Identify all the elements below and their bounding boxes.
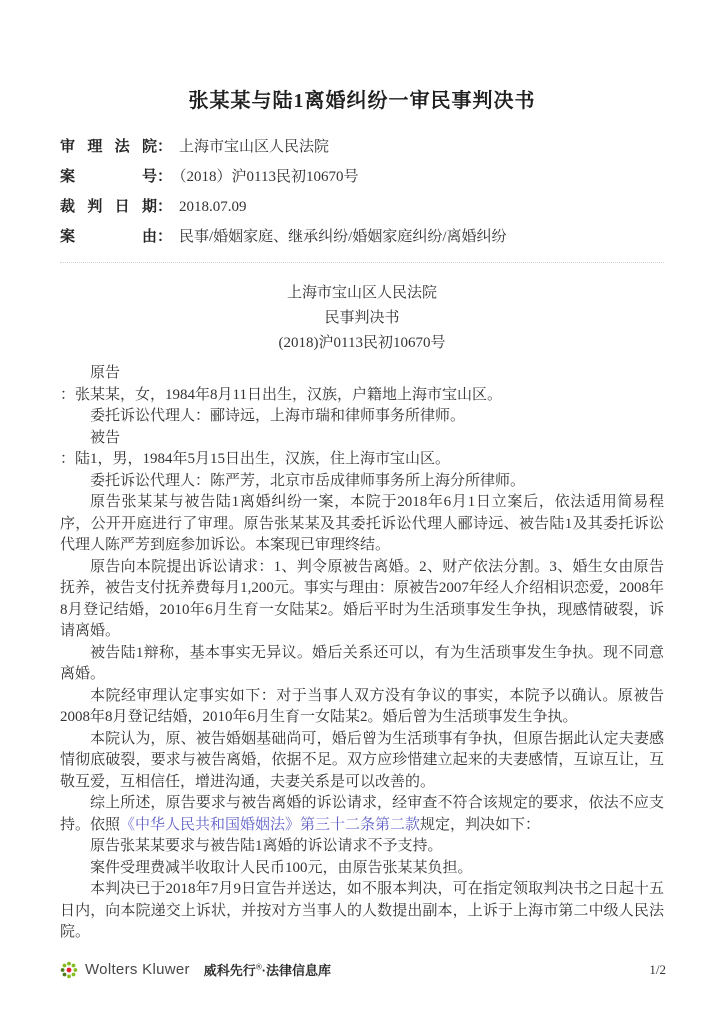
page-title: 张某某与陆1离婚纠纷一审民事判决书	[188, 90, 536, 112]
product-name-label	[204, 960, 331, 979]
meta-colon: ：	[157, 199, 173, 215]
ruling-basis-text-after: 规定，判决如下：	[420, 816, 541, 833]
footer-bar	[60, 960, 666, 979]
meta-colon: ：	[157, 139, 173, 155]
meta-value-cause-of-action: 民事/婚姻家庭、继承纠纷/婚姻家庭纠纷/离婚纠纷	[179, 229, 507, 245]
court-opinion-paragraph: 本院认为，原、被告婚姻基础尚可，婚后曾为生活琐事有争执，但原告据此认定夫妻感情彻底破裂，要求与被告离婚，依据不足。双方应珍惜建立起来的夫妻感情，互谅互让，互敬互爱，互相信任，增进沟通，夫妻关系是可以改善的。	[60, 730, 664, 790]
dotted-divider	[60, 262, 664, 263]
meta-colon: ：	[157, 229, 173, 245]
header-case-number: (2018)沪0113民初10670号	[278, 335, 446, 351]
party-label-defendant: 被告	[90, 429, 121, 446]
party-label-plaintiff: 原告	[90, 365, 121, 381]
header-doc-type: 民事判决书	[324, 310, 400, 326]
meta-value-judgment-date: 2018.07.09	[179, 199, 247, 215]
appeal-notice-paragraph: 本判决已于2018年7月9日宣告并送达，如不服本判决，可在指定领取判决书之日起十五日内，向本院递交上诉状，并按对方当事人的人数提出副本，上诉于上海市第二中级人民法院。	[60, 881, 664, 940]
judgment-body	[60, 363, 664, 944]
meta-label: 裁判日期	[60, 199, 157, 215]
meta-row-court	[60, 132, 664, 162]
meta-label: 案由	[60, 229, 157, 245]
plaintiff-info: ：张某某，女，1984年8月11日出生，汉族，户籍地上海市宝山区。	[60, 386, 502, 403]
case-filing-paragraph: 原告张某某与被告陆1离婚纠纷一案，本院于2018年6月1日立案后，依法适用简易程序，公开开庭进行了审理。原告张某某及其委托诉讼代理人郦诗远、被告陆1及其委托诉讼代理人陈严芳到庭参加诉讼。本案现已审理终结。	[60, 494, 664, 553]
meta-row-judgment-date	[60, 192, 664, 222]
defendant-info: ：陆1，男，1984年5月15日出生，汉族，住上海市宝山区。	[60, 451, 451, 467]
defendant-agent-info: 委托诉讼代理人：陈严芳，北京市岳成律师事务所上海分所律师。	[90, 472, 526, 489]
product-suffix: ·法律信息库	[261, 963, 332, 978]
defendant-defense-paragraph: 被告陆1辩称，基本事实无异议。婚后关系还可以，有为生活琐事发生争执。现不同意离婚。	[60, 644, 664, 682]
ruling-basis-paragraph	[60, 793, 664, 836]
meta-colon: ：	[157, 169, 173, 185]
product-name: 威科先行	[203, 963, 256, 978]
meta-label: 审理法院	[60, 139, 157, 155]
meta-value-case-number: （2018）沪0113民初10670号	[179, 169, 359, 185]
wolters-kluwer-wordmark: Wolters Kluwer	[85, 961, 190, 978]
case-meta-block	[60, 132, 664, 252]
registered-trademark-mark: ®	[255, 962, 262, 972]
page-number-indicator: 1/2	[649, 961, 666, 977]
ruling-basis-text-before: 综上所述，原告要求与被告离婚的诉讼请求，经审查不符合该规定的要求，依法不应支持。依照	[60, 795, 664, 833]
wolters-kluwer-logo-icon	[60, 961, 78, 979]
meta-label: 案号	[60, 169, 157, 185]
plaintiff-claims-paragraph: 原告向本院提出诉讼请求：1、判令原被告离婚。2、财产依法分割。3、婚生女由原告抚养，被告支付抚养费每月1,200元。事实与理由：原被告2007年经人介绍相识恋爱，2008年8月登记结婚，2010年6月生育一女陆某2。婚后平时为生活琐事发生争执，现感情破裂，诉请离婚。	[60, 558, 664, 639]
meta-row-case-number	[60, 162, 664, 192]
plaintiff-agent-info: 委托诉讼代理人：郦诗远，上海市瑞和律师事务所律师。	[90, 408, 466, 424]
document-header	[0, 281, 724, 356]
marriage-law-article-link[interactable]: 《中华人民共和国婚姻法》第三十二条第二款	[120, 816, 421, 833]
meta-row-cause-of-action	[60, 222, 664, 252]
court-fee-paragraph: 案件受理费减半收取计人民币100元，由原告张某某负担。	[90, 859, 473, 876]
meta-value-court: 上海市宝山区人民法院	[179, 139, 330, 155]
court-findings-paragraph: 本院经审理认定事实如下：对于当事人双方没有争议的事实，本院予以确认。原被告2008年8月登记结婚，2010年6月生育一女陆某2。婚后曾为生活琐事发生争执。	[60, 687, 664, 725]
ruling-item-paragraph: 原告张某某要求与被告陆1离婚的诉讼请求不予支持。	[90, 838, 443, 854]
header-court-name: 上海市宝山区人民法院	[286, 285, 437, 301]
